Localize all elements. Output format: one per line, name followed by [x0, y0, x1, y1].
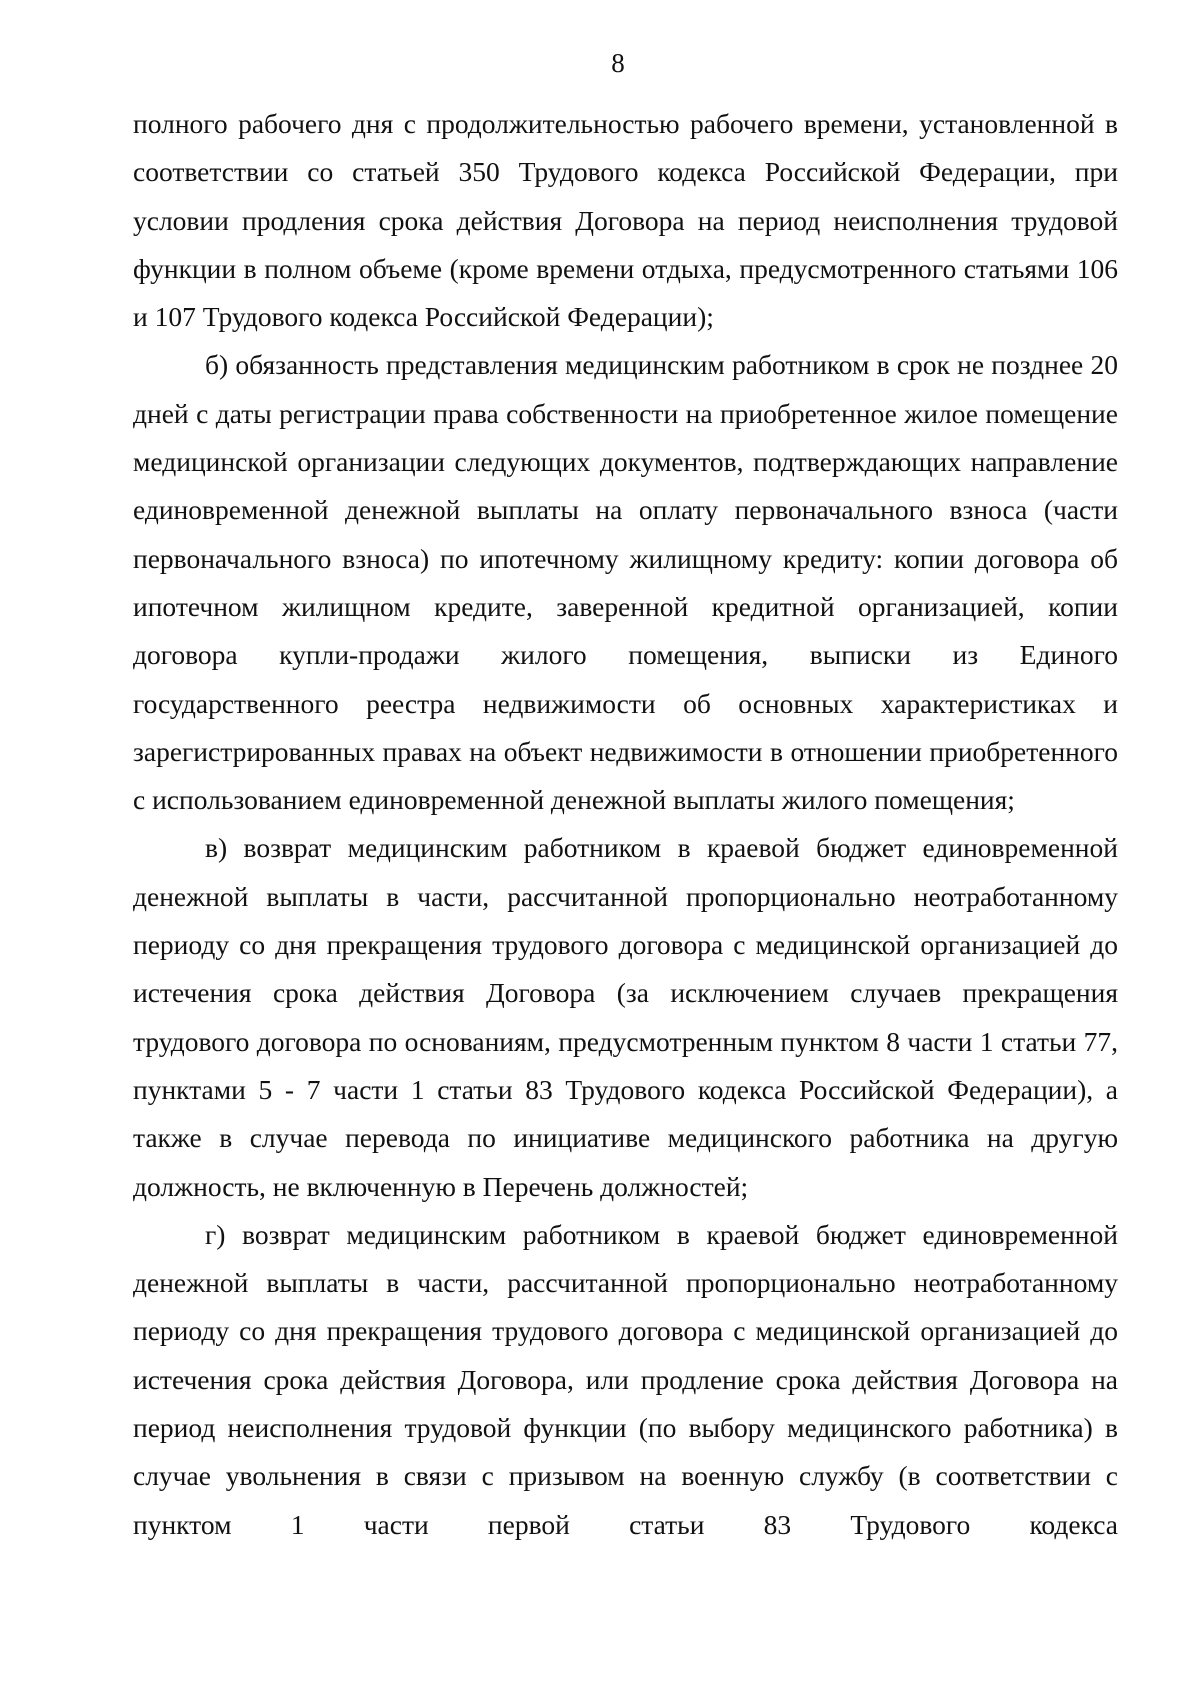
paragraph-g: г) возврат медицинским работником в краевой бюджет единовременной денежной выплаты в части, рассчитанной пропорционально неотработанному периоду со дня прекращения трудового договора с медицинской организацией до истечения срока действия Договора, или продление срока действия Договора на период неисполнения трудовой функции (по выбору медицинского работника) в случае увольнения в связи с призывом на военную службу (в соответствии с пунктом 1 части первой статьи 83 Трудового кодекса [133, 1218, 1118, 1540]
paragraph-v: в) возврат медицинским работником в краевой бюджет единовременной денежной выплаты в части, рассчитанной пропорционально неотработанному периоду со дня прекращения трудового договора с медицинской организацией до истечения срока действия Договора (за исключением случаев прекращения трудового договора по основаниям, предусмотренным пунктом 8 части 1 статьи 77, пунктами 5 - 7 части 1 статьи 83 Трудового кодекса Российской Федерации), а также в случае перевода по инициативе медицинского работника на другую должность, не включенную в Перечень должностей; [133, 832, 1118, 1202]
paragraph-continuation: полного рабочего дня с продолжительностью рабочего времени, установленной в соответствии со статьей 350 Трудового кодекса Российской Федерации, при условии продления срока действия Договора на период неисполнения трудовой функции в полном объеме (кроме времени отдыха, предусмотренного статьями 106 и 107 Трудового кодекса Российской Федерации); [133, 108, 1118, 333]
paragraph-b: б) обязанность представления медицинским работником в срок не позднее 20 дней с даты регистрации права собственности на приобретенное жилое помещение медицинской организации следующих документов, подтверждающих направление единовременной денежной выплаты на оплату первоначального взноса (части первоначального взноса) по ипотечному жилищному кредиту: копии договора об ипотечном жилищном кредите, заверенной кредитной организацией, копии договора купли-продажи жилого помещения, выписки из Единого государственного реестра недвижимости об основных характеристиках и зарегистрированных правах на объект недвижимости в отношении приобретенного с использованием единовременной денежной выплаты жилого помещения; [133, 349, 1118, 816]
page-number: 8 [611, 48, 625, 78]
document-body [133, 100, 1118, 1549]
